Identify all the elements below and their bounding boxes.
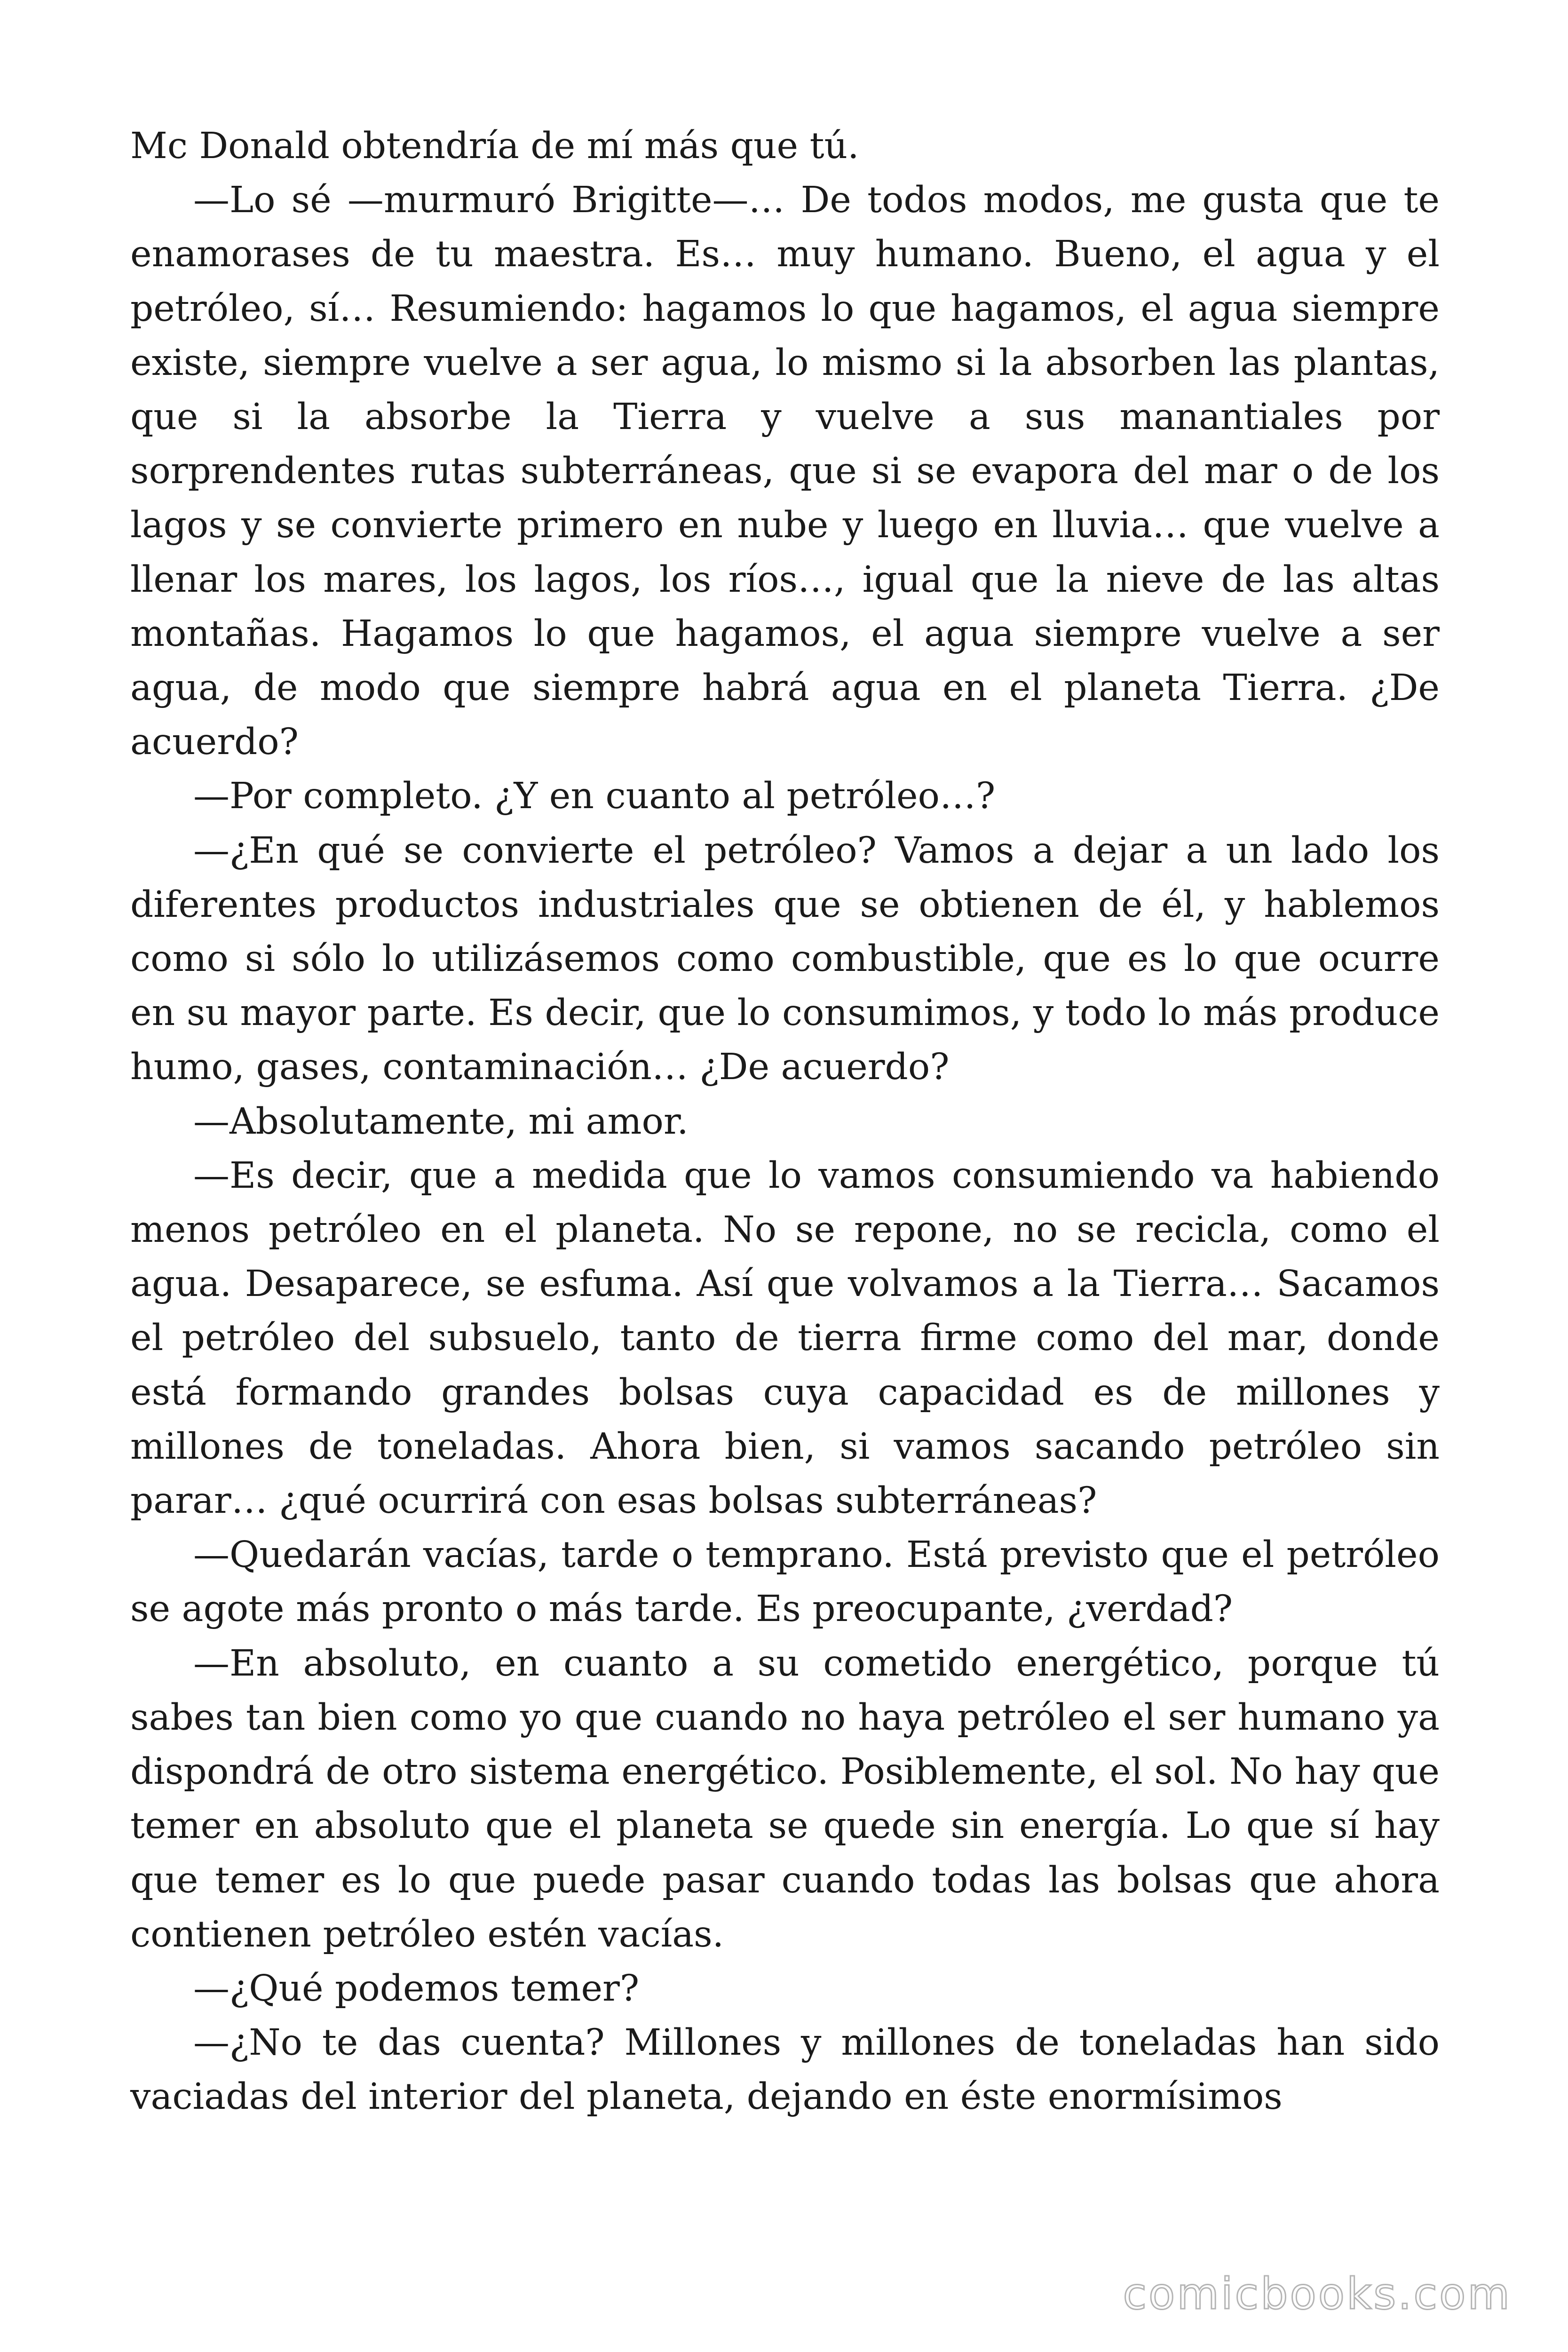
paragraph: —En absoluto, en cuanto a su cometido energético, porque tú sabes tan bien como yo que cuando no haya petróleo el ser humano ya dispondrá de otro sistema energético. Posiblemente, el sol. No hay que temer en absoluto que el planeta se quede sin energía. Lo que sí hay que temer es lo que puede pasar cuando todas las bolsas que ahora contienen petróleo estén vacías. — [130, 1642, 1440, 1955]
paragraph: —Quedarán vacías, tarde o temprano. Está previsto que el petróleo se agote más pronto o más tarde. Es preocupante, ¿verdad? — [130, 1534, 1440, 1630]
paragraph: —¿En qué se convierte el petróleo? Vamos a dejar a un lado los diferentes productos industriales que se obtienen de él, y hablemos como si sólo lo utilizásemos como combustible, que es lo que ocurre en su mayor parte. Es decir, que lo consumimos, y todo lo más produce humo, gases, contaminación… ¿De acuerdo? — [130, 829, 1440, 1089]
book-page-text — [130, 119, 1440, 2124]
paragraph-last: —¿No te das cuenta? Millones y millones de toneladas han sido vaciadas del interior del planeta, dejando en éste enormísimos — [130, 2022, 1440, 2118]
paragraph: —Es decir, que a medida que lo vamos consumiendo va habiendo menos petróleo en el planeta. No se repone, no se recicla, como el agua. Desaparece, se esfuma. Así que volvamos a la Tierra… Sacamos el petróleo del subsuelo, tanto de tierra firme como del mar, donde está formando grandes bolsas cuya capacidad es de millones y millones de toneladas. Ahora bien, si vamos sacando petróleo sin parar… ¿qué ocurrirá con esas bolsas subterráneas? — [130, 1154, 1440, 1522]
paragraph: —Lo sé —murmuró Brigitte—… De todos modos, me gusta que te enamorases de tu maestra. Es… muy humano. Bueno, el agua y el petróleo, sí… Resumiendo: hagamos lo que hagamos, el agua siempre existe, siempre vuelve a ser agua, lo mismo si la absorben las plantas, que si la absorbe la Tierra y vuelve a sus manantiales por sorprendentes rutas subterráneas, que si se evapora del mar o de los lagos y se convierte primero en nube y luego en lluvia… que vuelve a llenar los mares, los lagos, los ríos…, igual que la nieve de las altas montañas. Hagamos lo que hagamos, el agua siempre vuelve a ser agua, de modo que siempre habrá agua en el planeta Tierra. ¿De acuerdo? — [130, 179, 1440, 763]
watermark: comicbooks.com — [1123, 2269, 1512, 2319]
paragraph: —Por completo. ¿Y en cuanto al petróleo…? — [193, 775, 996, 818]
paragraph: —Absolutamente, mi amor. — [193, 1100, 689, 1143]
paragraph: —¿Qué podemos temer? — [193, 1967, 640, 2010]
paragraph-continuation: Mc Donald obtendría de mí más que tú. — [130, 125, 859, 167]
